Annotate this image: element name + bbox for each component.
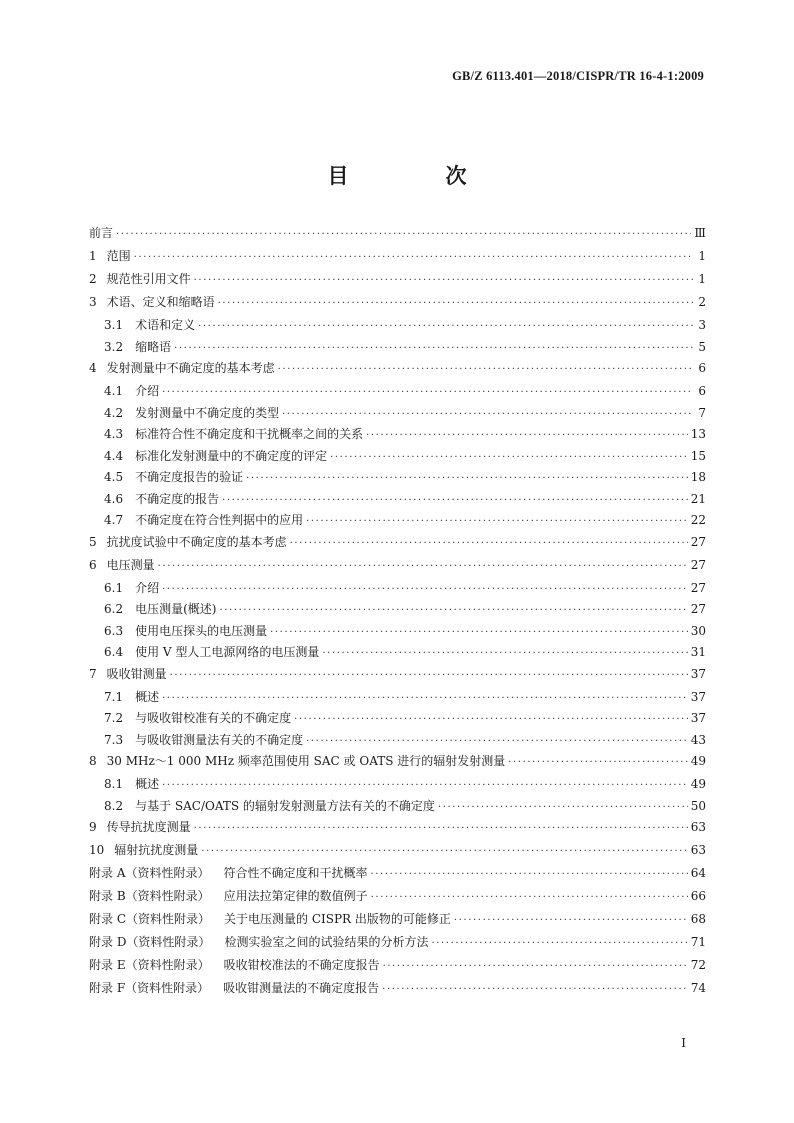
- toc-entry[interactable]: [89, 690, 706, 705]
- toc-entry-title: 概述: [135, 777, 160, 791]
- toc-entry[interactable]: [89, 667, 706, 682]
- toc-entry[interactable]: [89, 318, 706, 333]
- dot-leader: [508, 755, 687, 770]
- toc-entry-number: 4.1: [104, 384, 124, 398]
- dot-leader: [431, 936, 687, 951]
- toc-entry-number: 4.7: [104, 513, 124, 527]
- toc-entry-number: 3.2: [104, 339, 124, 354]
- toc-entry-title: 检测实验室之间的试验结果的分析方法: [224, 935, 429, 949]
- toc-entry-page: 27: [690, 534, 706, 549]
- dot-leader: [162, 385, 693, 400]
- dot-leader: [454, 913, 688, 928]
- toc-entry-title: 辐射抗扰度测量: [114, 843, 199, 857]
- toc-entry[interactable]: [89, 492, 706, 507]
- dot-leader: [306, 514, 688, 529]
- toc-entry-number: 3.1: [104, 318, 124, 332]
- toc-entry-title: 与吸收钳测量法有关的不确定度: [135, 732, 304, 747]
- dot-leader: [270, 625, 688, 640]
- toc-entry-number: 8.2: [104, 798, 124, 813]
- toc-entry-page: 7: [698, 405, 706, 420]
- toc-entry-title: 标准符合性不确定度和干扰概率之间的关系: [135, 427, 364, 441]
- dot-leader: [366, 428, 688, 443]
- toc-entry-page: 3: [698, 318, 706, 332]
- toc-entry-page: 68: [690, 912, 706, 926]
- toc-entry-number: 6.2: [104, 602, 124, 616]
- toc-entry-title: 发射测量中不确定度的类型: [135, 405, 280, 420]
- toc-entry-number: 3: [89, 295, 97, 309]
- dot-leader: [222, 493, 688, 508]
- toc-entry-number: 4.2: [104, 405, 124, 420]
- toc-entry-number: 7: [89, 666, 97, 681]
- toc-entry[interactable]: [89, 958, 706, 973]
- toc-entry[interactable]: [89, 711, 706, 726]
- toc-entry-page: 13: [690, 427, 706, 441]
- toc-entry-number: 附录 A（资料性附录）: [89, 866, 210, 880]
- toc-entry-page: 15: [690, 448, 706, 463]
- toc-entry-page: 64: [690, 866, 706, 880]
- toc-entry[interactable]: [89, 340, 706, 355]
- toc-entry-number: 4: [89, 361, 97, 375]
- toc-entry-number: 附录 D（资料性附录）: [89, 935, 211, 949]
- toc-entry-page: 1: [698, 249, 706, 263]
- dot-leader: [246, 471, 688, 486]
- toc-entry[interactable]: [89, 406, 706, 421]
- toc-entry-title: 电压测量: [106, 557, 155, 572]
- toc-entry-page: 30: [690, 623, 706, 638]
- toc-entry-number: 附录 E（资料性附录）: [89, 958, 210, 972]
- toc-entry-title: 不确定度的报告: [135, 491, 220, 506]
- toc-entry-title: 与吸收钳校准有关的不确定度: [135, 711, 292, 725]
- toc-entry-page: 21: [690, 491, 706, 506]
- toc-entry[interactable]: [89, 866, 706, 881]
- toc-entry[interactable]: [89, 295, 706, 310]
- toc-entry-title: 电压测量(概述): [135, 602, 217, 616]
- toc-entry-title: 不确定度在符合性判据中的应用: [135, 513, 304, 527]
- toc-entry-page: 5: [698, 339, 706, 354]
- dot-leader: [371, 867, 688, 882]
- toc-entry-title: 应用法拉第定律的数值例子: [223, 889, 368, 903]
- table-of-contents: [89, 226, 706, 1004]
- toc-entry[interactable]: [89, 427, 706, 442]
- standard-code: GB/Z 6113.401—2018/CISPR/TR 16-4-1:2009: [452, 69, 704, 83]
- toc-entry[interactable]: [89, 820, 706, 835]
- toc-entry-title: 发射测量中不确定度的基本考虑: [106, 361, 275, 375]
- toc-entry-number: 6.1: [104, 580, 124, 595]
- dot-leader: [290, 536, 688, 551]
- toc-entry-title: 术语、定义和缩略语: [106, 295, 215, 309]
- dot-leader: [198, 319, 693, 334]
- toc-entry-number: 4.5: [104, 470, 124, 484]
- toc-entry[interactable]: [89, 645, 706, 660]
- dot-leader: [194, 821, 688, 836]
- toc-entry[interactable]: [89, 935, 706, 950]
- toc-entry-page: 43: [690, 732, 706, 747]
- toc-entry-number: 9: [89, 820, 97, 834]
- toc-entry-title: 与基于 SAC/OATS 的辐射发射测量方法有关的不确定度: [135, 798, 435, 813]
- toc-entry-page: 37: [690, 711, 706, 725]
- dot-leader: [330, 450, 688, 465]
- dot-leader: [162, 691, 688, 706]
- toc-entry-page: Ⅲ: [694, 226, 706, 240]
- toc-entry[interactable]: [89, 361, 706, 376]
- toc-entry-page: 72: [690, 958, 706, 972]
- toc-entry-number: 7.2: [104, 711, 124, 725]
- toc-entry[interactable]: [89, 912, 706, 927]
- toc-entry-page: 63: [690, 843, 706, 857]
- toc-entry-title: 介绍: [135, 580, 160, 595]
- dot-leader: [294, 712, 688, 727]
- toc-entry-page: 1: [698, 272, 706, 286]
- dot-leader: [278, 362, 693, 377]
- dot-leader: [306, 734, 688, 749]
- toc-entry-page: 2: [698, 295, 706, 309]
- toc-entry[interactable]: [89, 226, 706, 241]
- toc-entry[interactable]: [89, 777, 706, 792]
- toc-entry-number: 7.1: [104, 689, 124, 704]
- dot-leader: [116, 227, 691, 242]
- toc-entry-page: 63: [690, 820, 706, 834]
- dot-leader: [371, 890, 688, 905]
- toc-entry[interactable]: [89, 558, 706, 573]
- toc-entry-page: 18: [690, 470, 706, 484]
- dot-leader: [382, 982, 688, 997]
- page-number: I: [681, 1036, 686, 1050]
- toc-entry[interactable]: [89, 272, 706, 287]
- toc-entry-title: 范围: [106, 249, 131, 263]
- toc-entry-title: 规范性引用文件: [106, 272, 191, 286]
- toc-entry-number: 8.1: [104, 777, 124, 791]
- toc-entry-title: 传导抗扰度测量: [106, 820, 191, 834]
- toc-entry-number: 附录 B（资料性附录）: [89, 889, 210, 903]
- toc-entry[interactable]: [89, 513, 706, 528]
- page-title: 目 次: [327, 163, 505, 188]
- toc-entry[interactable]: [89, 384, 706, 399]
- toc-entry-title: 概述: [135, 689, 160, 704]
- toc-entry-title: 吸收钳测量法的不确定度报告: [223, 981, 380, 995]
- toc-entry-page: 27: [690, 580, 706, 595]
- toc-entry[interactable]: [89, 733, 706, 748]
- toc-entry[interactable]: [89, 249, 706, 264]
- toc-entry[interactable]: [89, 799, 706, 814]
- toc-entry[interactable]: [89, 449, 706, 464]
- toc-entry-title: 使用电压探头的电压测量: [135, 623, 268, 638]
- toc-entry[interactable]: [89, 535, 706, 550]
- toc-entry[interactable]: [89, 624, 706, 639]
- toc-entry-page: 31: [690, 645, 706, 659]
- toc-entry[interactable]: [89, 843, 706, 858]
- toc-entry-page: 22: [690, 513, 706, 527]
- toc-entry-title: 符合性不确定度和干扰概率: [223, 866, 368, 880]
- dot-leader: [194, 273, 693, 288]
- toc-entry-page: 6: [698, 384, 706, 398]
- toc-entry-number: 5: [89, 534, 97, 549]
- toc-entry-page: 49: [690, 777, 706, 791]
- toc-entry-page: 74: [690, 981, 706, 995]
- dot-leader: [383, 959, 688, 974]
- toc-entry-number: 附录 C（资料性附录）: [89, 912, 210, 926]
- toc-entry-number: 4.3: [104, 427, 124, 441]
- dot-leader: [158, 559, 688, 574]
- toc-entry-page: 6: [698, 361, 706, 375]
- toc-entry-number: 4.4: [104, 448, 124, 463]
- toc-entry[interactable]: [89, 754, 706, 769]
- dot-leader: [201, 844, 687, 859]
- toc-entry[interactable]: [89, 470, 706, 485]
- toc-entry-title: 标准化发射测量中的不确定度的评定: [135, 448, 328, 463]
- toc-entry-title: 吸收钳测量: [106, 666, 167, 681]
- toc-entry-title: 30 MHz～1 000 MHz 频率范围使用 SAC 或 OATS 进行的辐射发射测量: [106, 754, 506, 768]
- toc-entry-number: 4.6: [104, 491, 124, 506]
- toc-entry-number: 7.3: [104, 732, 124, 747]
- toc-entry[interactable]: [89, 602, 706, 617]
- toc-entry-number: 附录 F（资料性附录）: [89, 981, 210, 995]
- dot-leader: [174, 341, 693, 356]
- toc-entry-title: 介绍: [135, 384, 160, 398]
- toc-entry[interactable]: [89, 889, 706, 904]
- toc-entry-page: 27: [690, 602, 706, 616]
- dot-leader: [170, 668, 688, 683]
- toc-entry-number: 1: [89, 249, 97, 263]
- toc-entry-page: 50: [690, 798, 706, 813]
- toc-entry-number: 6.3: [104, 623, 124, 638]
- toc-entry-title: 关于电压测量的 CISPR 出版物的可能修正: [224, 912, 451, 926]
- toc-entry-page: 27: [690, 557, 706, 572]
- toc-entry-number: 6: [89, 557, 97, 572]
- toc-entry-number: 2: [89, 272, 97, 286]
- toc-entry-page: 49: [690, 754, 706, 768]
- toc-entry-title: 缩略语: [135, 339, 172, 354]
- toc-entry-title: 不确定度报告的验证: [135, 470, 244, 484]
- toc-entry-number: 8: [89, 754, 97, 768]
- dot-leader: [322, 646, 687, 661]
- toc-entry-number: 10: [89, 843, 105, 857]
- dot-leader: [134, 250, 693, 265]
- dot-leader: [219, 603, 687, 618]
- dot-leader: [282, 407, 693, 422]
- toc-entry-page: 71: [690, 935, 706, 949]
- toc-entry-title: 吸收钳校准法的不确定度报告: [223, 958, 380, 972]
- toc-entry-page: 37: [690, 689, 706, 704]
- toc-entry-title: 抗扰度试验中不确定度的基本考虑: [106, 534, 287, 549]
- dot-leader: [438, 800, 688, 815]
- toc-entry-page: 37: [690, 666, 706, 681]
- toc-entry-title: 术语和定义: [135, 318, 196, 332]
- toc-entry-title: 使用 V 型人工电源网络的电压测量: [135, 645, 320, 659]
- dot-leader: [218, 296, 693, 311]
- toc-entry-number: 6.4: [104, 645, 124, 659]
- toc-entry-title: 前言: [89, 226, 114, 240]
- toc-entry[interactable]: [89, 581, 706, 596]
- dot-leader: [162, 582, 688, 597]
- toc-entry-page: 66: [690, 889, 706, 903]
- toc-entry[interactable]: [89, 981, 706, 996]
- dot-leader: [162, 778, 688, 793]
